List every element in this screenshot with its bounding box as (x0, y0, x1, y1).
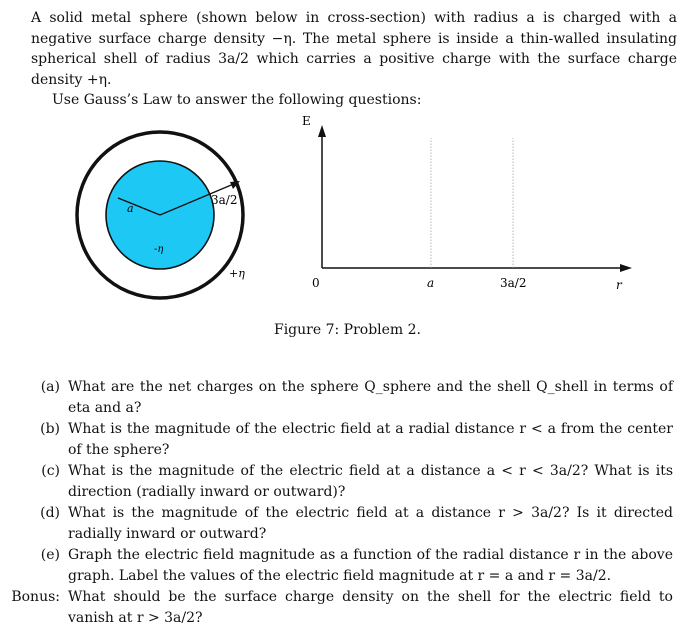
sphere-radius-label: a (127, 202, 134, 215)
question-text: What is the magnitude of the electric field at a distance r > 3a/2? Is it directed radially inward or outward? (68, 505, 673, 542)
tick-label-3a2: 3a/2 (500, 276, 527, 290)
intro-instruction: Use Gauss’s Law to answer the following questions: (52, 92, 422, 108)
question-label: (a) (40, 379, 60, 395)
question-e (10, 545, 673, 586)
question-text: What are the net charges on the sphere Q_sphere and the shell Q_shell in terms of eta and a? (68, 379, 673, 416)
origin-label: 0 (312, 276, 320, 290)
question-text: What is the magnitude of the electric field at a radial distance r < a from the center of the sphere? (68, 421, 673, 458)
efield-graph (302, 114, 632, 292)
question-list (10, 377, 673, 628)
question-bonus (10, 587, 673, 628)
question-label: (c) (41, 463, 60, 479)
shell-charge-label: +η (229, 267, 245, 280)
x-axis-arrow (620, 264, 632, 272)
question-d (10, 503, 673, 544)
question-a (10, 377, 673, 418)
y-axis-arrow (318, 125, 326, 137)
shell-radius-label: 3a/2 (211, 193, 238, 207)
question-label: Bonus: (11, 589, 60, 605)
y-axis-label: E (302, 114, 311, 128)
question-label: (d) (40, 505, 60, 521)
intro-paragraph: A solid metal sphere (shown below in cross-section) with radius a is charged with a negative surface charge density −η. The metal sphere is inside a thin-walled insulating spherical shell of radius 3a/2 which carries a positive charge with the surface charge density +η. (31, 10, 677, 88)
sphere-charge-label: -η (154, 244, 164, 255)
figure-7 (0, 100, 695, 350)
question-label: (e) (40, 547, 60, 563)
question-b (10, 419, 673, 460)
problem-intro (31, 8, 677, 111)
x-axis-label: r (616, 278, 622, 292)
question-text: What should be the surface charge density on the shell for the electric field to vanish at r > 3a/2? (68, 589, 673, 626)
sphere-cross-section (77, 132, 245, 298)
question-text: Graph the electric field magnitude as a function of the radial distance r in the above graph. Label the values of the electric field magnitude at r = a and r = 3a/2. (68, 547, 673, 584)
question-c (10, 461, 673, 502)
tick-label-a: a (427, 276, 435, 290)
figure-caption: Figure 7: Problem 2. (273, 322, 422, 338)
question-text: What is the magnitude of the electric field at a distance a < r < 3a/2? What is its direction (radially inward or outward)? (68, 463, 673, 500)
question-label: (b) (40, 421, 60, 437)
